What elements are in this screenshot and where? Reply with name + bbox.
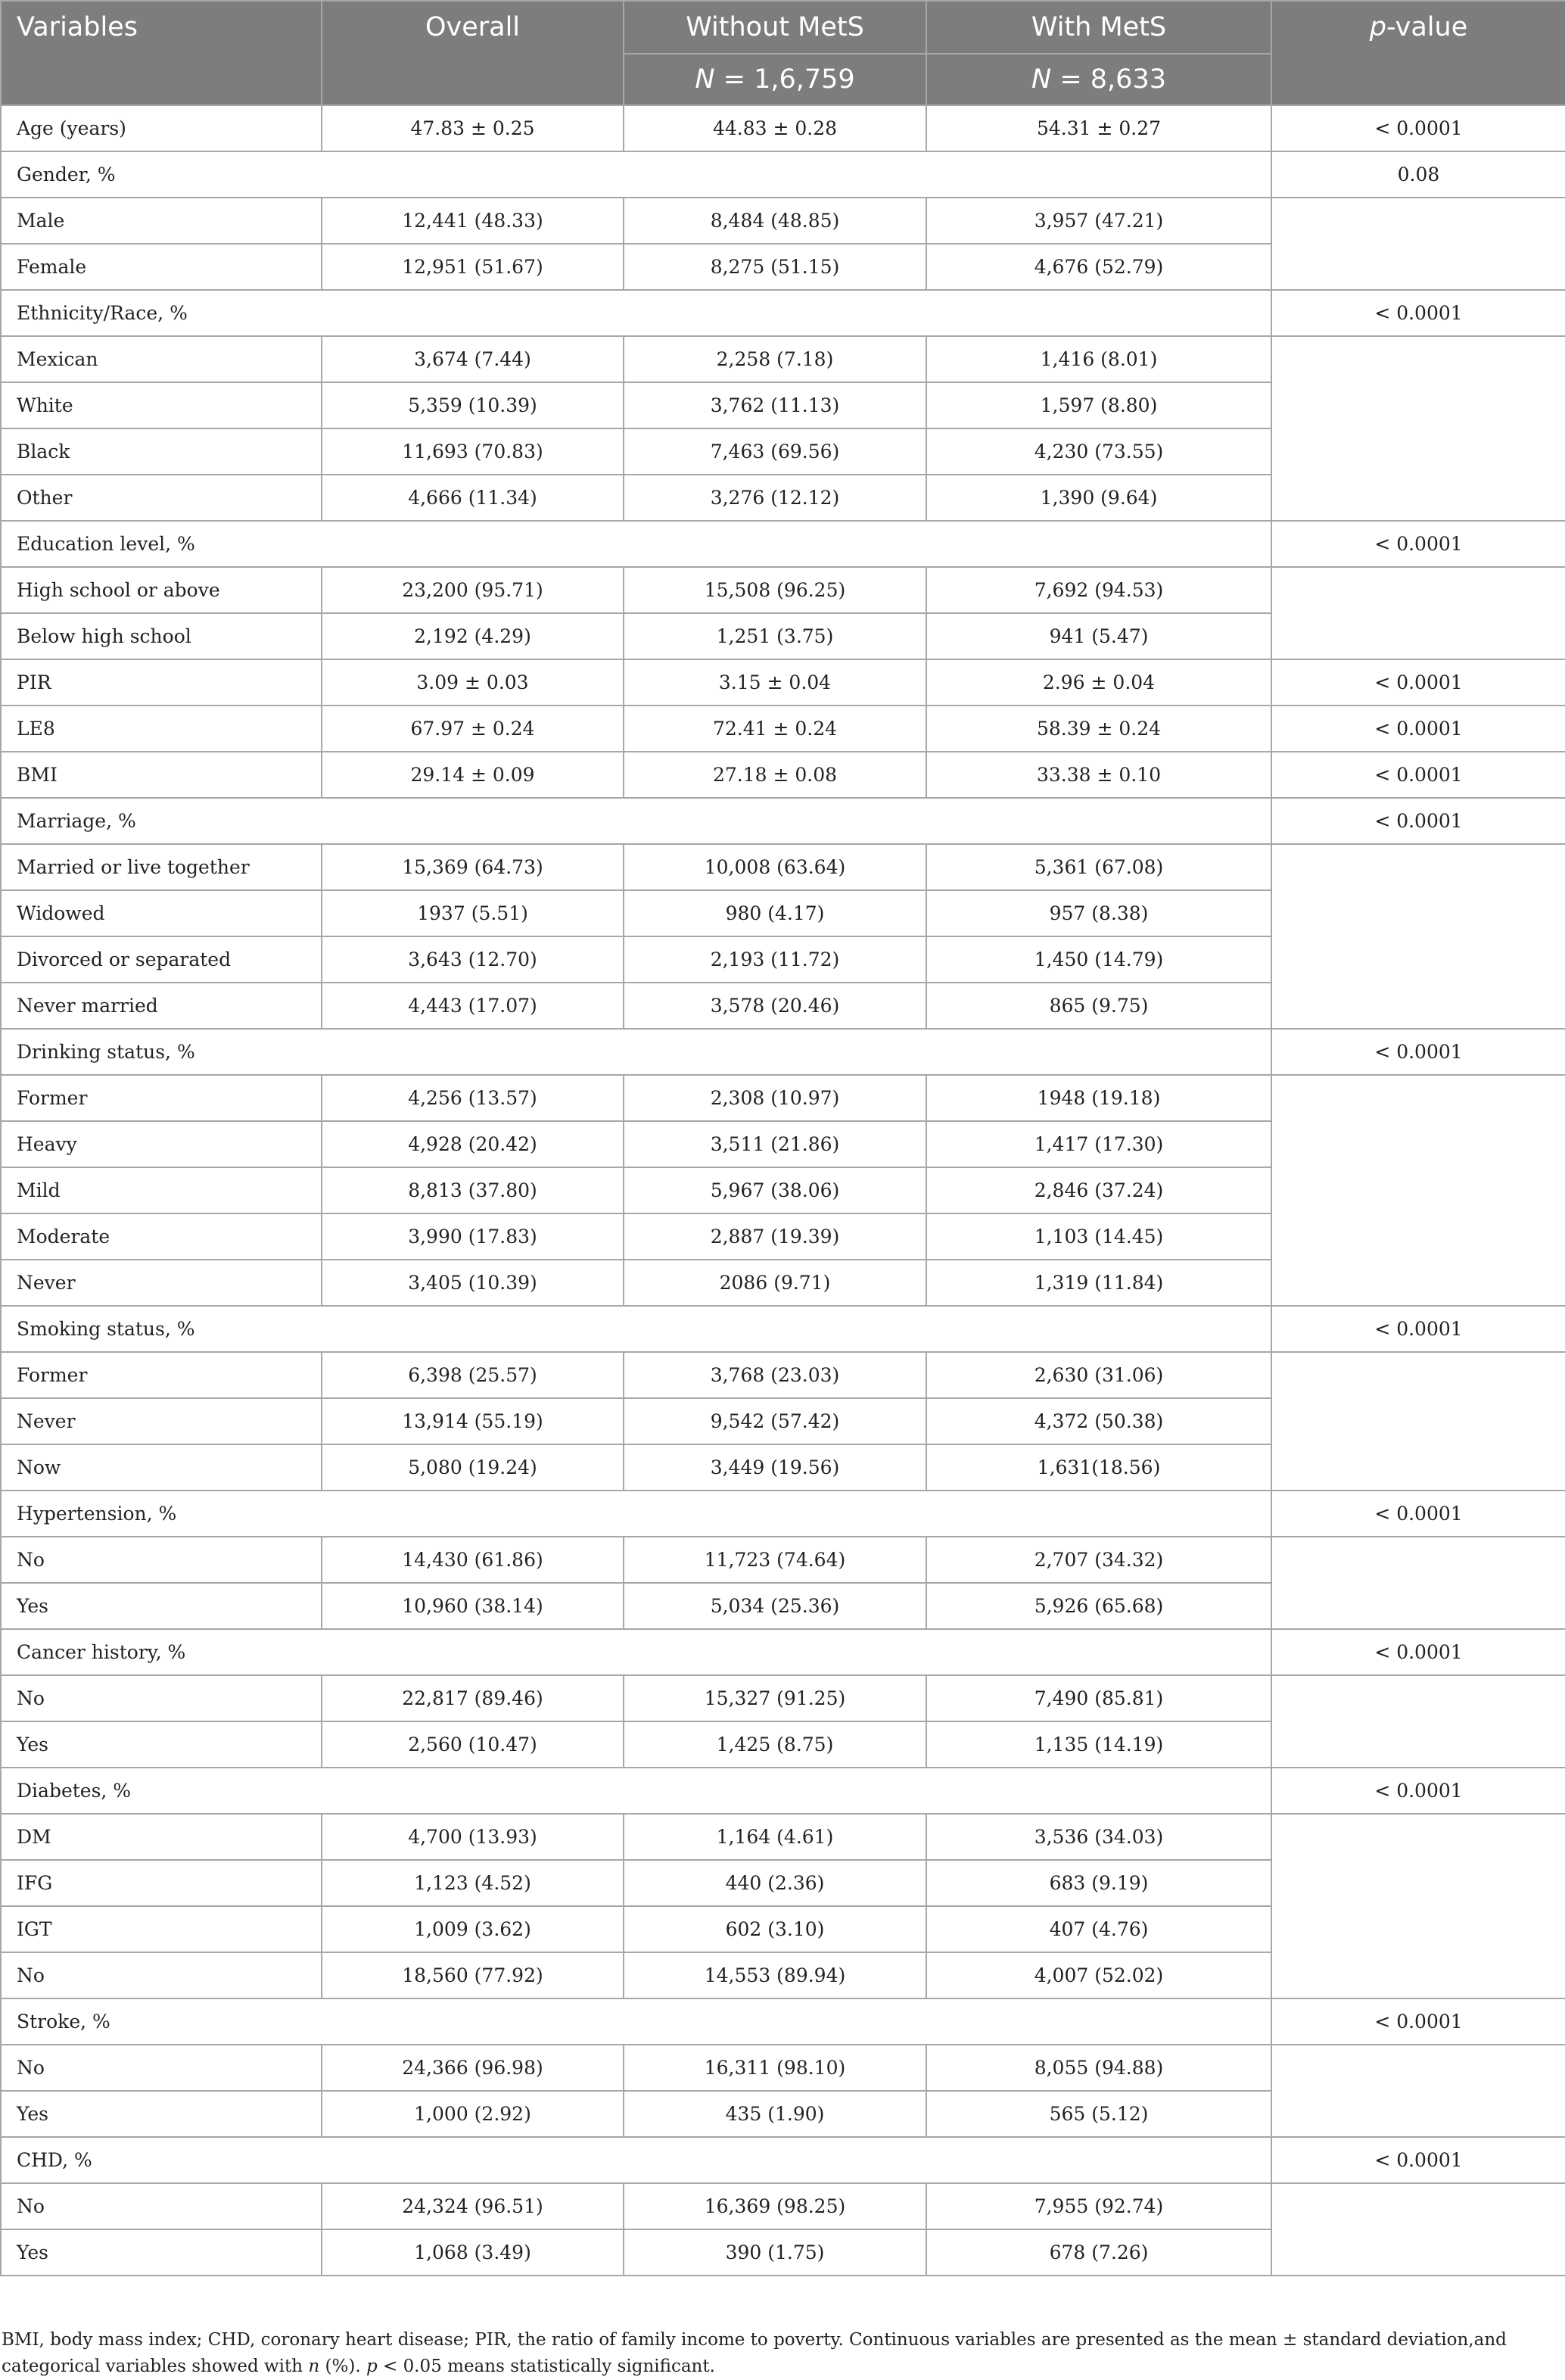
cell-without-mets: 8,484 (48.85) xyxy=(624,198,926,244)
cell-with-mets: 7,490 (85.81) xyxy=(926,1675,1271,1721)
cell-overall: 3,990 (17.83) xyxy=(322,1213,624,1260)
cell-without-mets: 3,276 (12.12) xyxy=(624,475,926,521)
table-footnote xyxy=(2,2327,1560,2380)
cell-overall: 5,080 (19.24) xyxy=(322,1444,624,1491)
cell-overall: 23,200 (95.71) xyxy=(322,567,624,613)
cell-p-value: < 0.0001 xyxy=(1271,1491,1565,1537)
cell-without-mets: 2,258 (7.18) xyxy=(624,336,926,382)
row-label: PIR xyxy=(1,659,322,706)
cell-p-value-empty xyxy=(1271,844,1565,1029)
cell-without-mets: 602 (3.10) xyxy=(624,1906,926,1952)
cell-with-mets: 1,103 (14.45) xyxy=(926,1213,1271,1260)
cell-p-value: < 0.0001 xyxy=(1271,521,1565,567)
cell-overall: 3,405 (10.39) xyxy=(322,1260,624,1306)
section-row xyxy=(1,521,1565,567)
row-label: Yes xyxy=(1,2229,322,2276)
section-label: Drinking status, % xyxy=(1,1029,1271,1075)
header-with-n xyxy=(926,54,1271,105)
cell-with-mets: 7,692 (94.53) xyxy=(926,567,1271,613)
section-label: Diabetes, % xyxy=(1,1768,1271,1814)
cell-without-mets: 3,578 (20.46) xyxy=(624,983,926,1029)
row-label: Female xyxy=(1,244,322,290)
cell-with-mets: 1,135 (14.19) xyxy=(926,1721,1271,1768)
cell-without-mets: 390 (1.75) xyxy=(624,2229,926,2276)
cell-without-mets: 14,553 (89.94) xyxy=(624,1952,926,1998)
cell-without-mets: 3,768 (23.03) xyxy=(624,1352,926,1398)
table-row xyxy=(1,105,1565,151)
cell-overall: 24,366 (96.98) xyxy=(322,2045,624,2091)
cell-without-mets: 9,542 (57.42) xyxy=(624,1398,926,1444)
row-label: High school or above xyxy=(1,567,322,613)
cell-with-mets: 678 (7.26) xyxy=(926,2229,1271,2276)
cell-with-mets: 1,390 (9.64) xyxy=(926,475,1271,521)
cell-with-mets: 5,926 (65.68) xyxy=(926,1583,1271,1629)
cell-with-mets: 2,707 (34.32) xyxy=(926,1537,1271,1583)
section-row xyxy=(1,1491,1565,1537)
cell-overall: 2,192 (4.29) xyxy=(322,613,624,659)
section-row xyxy=(1,1998,1565,2045)
table-row xyxy=(1,2045,1565,2091)
cell-overall: 4,700 (13.93) xyxy=(322,1814,624,1860)
cell-p-value: < 0.0001 xyxy=(1271,1629,1565,1675)
cell-p-value-empty xyxy=(1271,567,1565,659)
cell-with-mets: 957 (8.38) xyxy=(926,890,1271,936)
cell-overall: 3,643 (12.70) xyxy=(322,936,624,983)
row-label: Former xyxy=(1,1352,322,1398)
cell-with-mets: 3,536 (34.03) xyxy=(926,1814,1271,1860)
section-row xyxy=(1,1029,1565,1075)
cell-without-mets: 980 (4.17) xyxy=(624,890,926,936)
cell-without-mets: 2,887 (19.39) xyxy=(624,1213,926,1260)
row-label: White xyxy=(1,382,322,428)
cell-without-mets: 2,308 (10.97) xyxy=(624,1075,926,1121)
cell-with-mets: 54.31 ± 0.27 xyxy=(926,105,1271,151)
row-label: Heavy xyxy=(1,1121,322,1167)
section-label: CHD, % xyxy=(1,2137,1271,2183)
cell-without-mets: 3,762 (11.13) xyxy=(624,382,926,428)
table-row xyxy=(1,2183,1565,2229)
cell-overall: 47.83 ± 0.25 xyxy=(322,105,624,151)
row-label: No xyxy=(1,1675,322,1721)
section-label: Hypertension, % xyxy=(1,1491,1271,1537)
cell-overall: 4,443 (17.07) xyxy=(322,983,624,1029)
table-row xyxy=(1,752,1565,798)
row-label: IGT xyxy=(1,1906,322,1952)
cell-p-value-empty xyxy=(1271,2183,1565,2276)
table-row xyxy=(1,1537,1565,1583)
row-label: Below high school xyxy=(1,613,322,659)
cell-overall: 14,430 (61.86) xyxy=(322,1537,624,1583)
cell-overall: 24,324 (96.51) xyxy=(322,2183,624,2229)
cell-with-mets: 1,416 (8.01) xyxy=(926,336,1271,382)
cell-overall: 12,441 (48.33) xyxy=(322,198,624,244)
section-label: Smoking status, % xyxy=(1,1306,1271,1352)
row-label: Mild xyxy=(1,1167,322,1213)
cell-overall: 1,000 (2.92) xyxy=(322,2091,624,2137)
cell-overall: 4,928 (20.42) xyxy=(322,1121,624,1167)
cell-overall: 1,123 (4.52) xyxy=(322,1860,624,1906)
cell-p-value-empty xyxy=(1271,336,1565,521)
row-label: LE8 xyxy=(1,706,322,752)
p-rest: -value xyxy=(1386,12,1468,42)
row-label: Yes xyxy=(1,2091,322,2137)
cell-with-mets: 7,955 (92.74) xyxy=(926,2183,1271,2229)
cell-with-mets: 865 (9.75) xyxy=(926,983,1271,1029)
cell-p-value-empty xyxy=(1271,1075,1565,1306)
footnote-text-3: < 0.05 means statistically significant. xyxy=(377,2357,715,2376)
row-label: Married or live together xyxy=(1,844,322,890)
row-label: DM xyxy=(1,1814,322,1860)
cell-without-mets: 16,369 (98.25) xyxy=(624,2183,926,2229)
cell-overall: 1937 (5.51) xyxy=(322,890,624,936)
section-label: Stroke, % xyxy=(1,1998,1271,2045)
cell-without-mets: 2,193 (11.72) xyxy=(624,936,926,983)
cell-with-mets: 58.39 ± 0.24 xyxy=(926,706,1271,752)
cell-without-mets: 435 (1.90) xyxy=(624,2091,926,2137)
row-label: Never married xyxy=(1,983,322,1029)
table-body xyxy=(1,105,1565,2276)
without-n-value: = 1,6,759 xyxy=(714,64,855,95)
cell-with-mets: 2,846 (37.24) xyxy=(926,1167,1271,1213)
cell-with-mets: 3,957 (47.21) xyxy=(926,198,1271,244)
cell-with-mets: 1,631(18.56) xyxy=(926,1444,1271,1491)
cell-overall: 5,359 (10.39) xyxy=(322,382,624,428)
cell-without-mets: 44.83 ± 0.28 xyxy=(624,105,926,151)
cell-with-mets: 8,055 (94.88) xyxy=(926,2045,1271,2091)
section-row xyxy=(1,1768,1565,1814)
cell-without-mets: 7,463 (69.56) xyxy=(624,428,926,475)
table-row xyxy=(1,1075,1565,1121)
cell-p-value: < 0.0001 xyxy=(1271,2137,1565,2183)
footnote-text-2: (%). xyxy=(319,2357,366,2376)
table-row xyxy=(1,567,1565,613)
cell-without-mets: 1,425 (8.75) xyxy=(624,1721,926,1768)
section-label: Marriage, % xyxy=(1,798,1271,844)
cell-with-mets: 565 (5.12) xyxy=(926,2091,1271,2137)
footnote-n: n xyxy=(308,2357,320,2376)
table-row xyxy=(1,844,1565,890)
row-label: Divorced or separated xyxy=(1,936,322,983)
table-row xyxy=(1,336,1565,382)
cell-with-mets: 1,319 (11.84) xyxy=(926,1260,1271,1306)
cell-p-value: < 0.0001 xyxy=(1271,1768,1565,1814)
row-label: No xyxy=(1,1537,322,1583)
cell-p-value: < 0.0001 xyxy=(1271,290,1565,336)
cell-p-value-empty xyxy=(1271,1814,1565,1998)
section-row xyxy=(1,798,1565,844)
cell-overall: 6,398 (25.57) xyxy=(322,1352,624,1398)
cell-overall: 13,914 (55.19) xyxy=(322,1398,624,1444)
cell-overall: 4,256 (13.57) xyxy=(322,1075,624,1121)
row-label: Never xyxy=(1,1260,322,1306)
cell-with-mets: 2.96 ± 0.04 xyxy=(926,659,1271,706)
cell-overall: 15,369 (64.73) xyxy=(322,844,624,890)
row-label: Mexican xyxy=(1,336,322,382)
cell-p-value: < 0.0001 xyxy=(1271,659,1565,706)
cell-with-mets: 2,630 (31.06) xyxy=(926,1352,1271,1398)
cell-overall: 11,693 (70.83) xyxy=(322,428,624,475)
with-n-value: = 8,633 xyxy=(1051,64,1166,95)
cell-with-mets: 683 (9.19) xyxy=(926,1860,1271,1906)
row-label: Widowed xyxy=(1,890,322,936)
header-without-n xyxy=(624,54,926,105)
cell-p-value-empty xyxy=(1271,198,1565,290)
cell-without-mets: 5,967 (38.06) xyxy=(624,1167,926,1213)
cell-without-mets: 1,251 (3.75) xyxy=(624,613,926,659)
cell-with-mets: 407 (4.76) xyxy=(926,1906,1271,1952)
row-label: No xyxy=(1,2183,322,2229)
cell-overall: 2,560 (10.47) xyxy=(322,1721,624,1768)
row-label: Age (years) xyxy=(1,105,322,151)
row-label: No xyxy=(1,1952,322,1998)
header-p-value xyxy=(1271,1,1565,105)
cell-without-mets: 2086 (9.71) xyxy=(624,1260,926,1306)
cell-p-value-empty xyxy=(1271,1675,1565,1768)
section-label: Education level, % xyxy=(1,521,1271,567)
table-row xyxy=(1,1675,1565,1721)
cell-overall: 22,817 (89.46) xyxy=(322,1675,624,1721)
cell-overall: 3.09 ± 0.03 xyxy=(322,659,624,706)
cell-p-value: < 0.0001 xyxy=(1271,105,1565,151)
p-italic: p xyxy=(1369,12,1386,42)
cell-p-value: < 0.0001 xyxy=(1271,1998,1565,2045)
cell-overall: 3,674 (7.44) xyxy=(322,336,624,382)
header-with-mets: With MetS xyxy=(926,1,1271,54)
header-variables: Variables xyxy=(1,1,322,105)
cell-overall: 1,009 (3.62) xyxy=(322,1906,624,1952)
cell-without-mets: 3.15 ± 0.04 xyxy=(624,659,926,706)
cell-overall: 18,560 (77.92) xyxy=(322,1952,624,1998)
row-label: Never xyxy=(1,1398,322,1444)
cell-with-mets: 1,450 (14.79) xyxy=(926,936,1271,983)
table-row xyxy=(1,706,1565,752)
cell-with-mets: 4,676 (52.79) xyxy=(926,244,1271,290)
cell-p-value-empty xyxy=(1271,1352,1565,1491)
cell-without-mets: 8,275 (51.15) xyxy=(624,244,926,290)
section-label: Cancer history, % xyxy=(1,1629,1271,1675)
n-italic: N xyxy=(1031,64,1052,95)
row-label: Black xyxy=(1,428,322,475)
cell-p-value: < 0.0001 xyxy=(1271,706,1565,752)
cell-overall: 10,960 (38.14) xyxy=(322,1583,624,1629)
cell-p-value: < 0.0001 xyxy=(1271,1306,1565,1352)
cell-with-mets: 5,361 (67.08) xyxy=(926,844,1271,890)
cell-overall: 67.97 ± 0.24 xyxy=(322,706,624,752)
cell-overall: 8,813 (37.80) xyxy=(322,1167,624,1213)
cell-without-mets: 5,034 (25.36) xyxy=(624,1583,926,1629)
row-label: No xyxy=(1,2045,322,2091)
table-row xyxy=(1,659,1565,706)
section-label: Gender, % xyxy=(1,151,1271,198)
cell-p-value: 0.08 xyxy=(1271,151,1565,198)
table-row xyxy=(1,1814,1565,1860)
cell-p-value-empty xyxy=(1271,1537,1565,1629)
cell-without-mets: 27.18 ± 0.08 xyxy=(624,752,926,798)
cell-p-value: < 0.0001 xyxy=(1271,1029,1565,1075)
cell-overall: 29.14 ± 0.09 xyxy=(322,752,624,798)
cell-with-mets: 33.38 ± 0.10 xyxy=(926,752,1271,798)
cell-with-mets: 4,007 (52.02) xyxy=(926,1952,1271,1998)
cell-overall: 12,951 (51.67) xyxy=(322,244,624,290)
section-row xyxy=(1,1629,1565,1675)
cell-without-mets: 3,511 (21.86) xyxy=(624,1121,926,1167)
cell-without-mets: 10,008 (63.64) xyxy=(624,844,926,890)
row-label: Former xyxy=(1,1075,322,1121)
table-header xyxy=(1,1,1565,105)
cell-with-mets: 941 (5.47) xyxy=(926,613,1271,659)
row-label: Male xyxy=(1,198,322,244)
header-row xyxy=(1,1,1565,54)
cell-with-mets: 4,230 (73.55) xyxy=(926,428,1271,475)
footnote-p: p xyxy=(366,2357,378,2376)
cell-overall: 1,068 (3.49) xyxy=(322,2229,624,2276)
row-label: Now xyxy=(1,1444,322,1491)
table-row xyxy=(1,198,1565,244)
cell-with-mets: 1948 (19.18) xyxy=(926,1075,1271,1121)
cell-without-mets: 440 (2.36) xyxy=(624,1860,926,1906)
row-label: IFG xyxy=(1,1860,322,1906)
n-italic: N xyxy=(695,64,715,95)
section-label: Ethnicity/Race, % xyxy=(1,290,1271,336)
footnote-text-1: BMI, body mass index; CHD, coronary heart disease; PIR, the ratio of family income to poverty. Continuous variables are presented as the mean ± standard deviation,and categorical variables showed with xyxy=(2,2330,1507,2376)
cell-p-value-empty xyxy=(1271,2045,1565,2137)
cell-with-mets: 4,372 (50.38) xyxy=(926,1398,1271,1444)
cell-p-value: < 0.0001 xyxy=(1271,752,1565,798)
section-row xyxy=(1,2137,1565,2183)
header-overall: Overall xyxy=(322,1,624,105)
cell-with-mets: 1,597 (8.80) xyxy=(926,382,1271,428)
row-label: Other xyxy=(1,475,322,521)
row-label: BMI xyxy=(1,752,322,798)
row-label: Moderate xyxy=(1,1213,322,1260)
cell-without-mets: 1,164 (4.61) xyxy=(624,1814,926,1860)
cell-overall: 4,666 (11.34) xyxy=(322,475,624,521)
section-row xyxy=(1,1306,1565,1352)
cell-without-mets: 3,449 (19.56) xyxy=(624,1444,926,1491)
row-label: Yes xyxy=(1,1583,322,1629)
cell-with-mets: 1,417 (17.30) xyxy=(926,1121,1271,1167)
header-without-mets: Without MetS xyxy=(624,1,926,54)
cell-without-mets: 15,508 (96.25) xyxy=(624,567,926,613)
cell-without-mets: 72.41 ± 0.24 xyxy=(624,706,926,752)
table-row xyxy=(1,1352,1565,1398)
cell-without-mets: 16,311 (98.10) xyxy=(624,2045,926,2091)
cell-without-mets: 11,723 (74.64) xyxy=(624,1537,926,1583)
row-label: Yes xyxy=(1,1721,322,1768)
cell-without-mets: 15,327 (91.25) xyxy=(624,1675,926,1721)
section-row xyxy=(1,290,1565,336)
cell-p-value: < 0.0001 xyxy=(1271,798,1565,844)
section-row xyxy=(1,151,1565,198)
